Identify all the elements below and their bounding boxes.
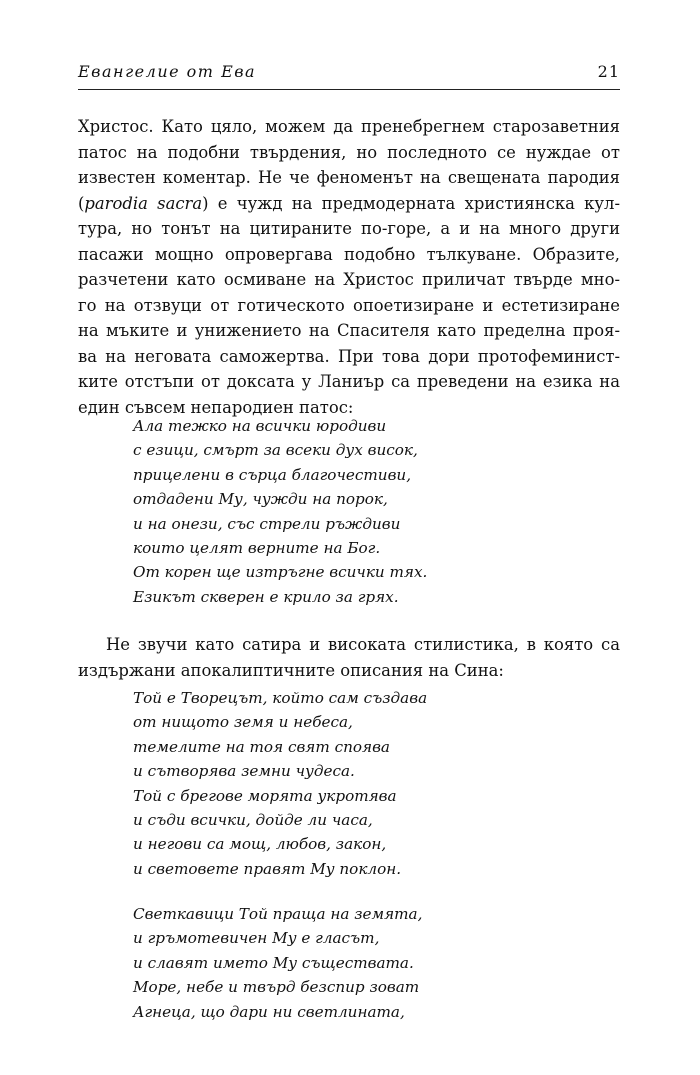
paragraph-line-with-italic <box>78 191 620 217</box>
paragraph-line: известен коментар. Не че феноменът на свещената пародия <box>78 168 620 187</box>
verse-line: прицелени в сърца благочестиви, <box>133 465 412 484</box>
paragraph-line: го на отзвуци от готическото опоетизиране и естетизиране <box>78 295 620 315</box>
running-title: Евангелие от Ева <box>78 62 257 81</box>
paragraph-line: разчетени като осмиване на Христос приличат твърде мно- <box>78 270 620 289</box>
verse-line: От корен ще изтръгне всички тях. <box>133 563 428 582</box>
verse-stanza-3 <box>133 902 613 1024</box>
verse-line: темелите на тоя свят споява <box>133 737 390 756</box>
verse-line: и сътворява земни чудеса. <box>133 762 355 781</box>
paragraph-2 <box>78 632 620 683</box>
verse-line: и гръмотевичен Му е гласът, <box>133 929 380 948</box>
verse-stanza-1 <box>133 414 613 609</box>
verse-line: и негови са мощ, любов, закон, <box>133 835 387 854</box>
verse-line: които целят верните на Бог. <box>133 538 381 557</box>
paragraph-line: пасажи мощно опровергава подобно тълкуване. Образите, <box>78 244 620 264</box>
page-number: 21 <box>597 62 620 81</box>
paragraph-line: ва на неговата саможертва. При това дори протофеминист- <box>78 346 620 366</box>
paragraph-line: тура, но тонът на цитираните по-горе, а и на много други <box>78 219 620 238</box>
verse-line: Той с брегове морята укротява <box>133 786 397 805</box>
paragraph-line: патос на подобни твърдения, но последното се нуждае от <box>78 142 620 162</box>
header-rule <box>78 89 620 90</box>
verse-line: и славят името Му съществата. <box>133 953 414 972</box>
paragraph-line: ките отстъпи от доксата у Ланиър са преведени на езика на <box>78 372 620 391</box>
paragraph-line: на мъките и унижението на Спасителя като пределна проя- <box>78 321 620 340</box>
verse-line: Ала тежко на всички юродиви <box>133 417 387 435</box>
paragraph-line: издържани апокалиптичните описания на Сина: <box>78 660 504 680</box>
paragraph-line: Христос. Като цяло, можем да пренебрегнем старозаветния <box>78 117 620 136</box>
paragraph-line: Не звучи като сатира и високата стилистика, в която са <box>106 635 620 654</box>
verse-line: Море, небе и твърд безспир зоват <box>133 978 420 997</box>
verse-line: отдадени Му, чужди на порок, <box>133 490 388 509</box>
verse-line: Той е Творецът, който сам създава <box>133 689 428 707</box>
verse-line: Езикът скверен е крило за грях. <box>133 587 399 606</box>
paren-open: ( <box>78 193 85 213</box>
running-header <box>78 62 620 86</box>
paragraph-1 <box>78 114 620 420</box>
verse-line: от нищото земя и небеса, <box>133 713 353 732</box>
verse-line: Светкавици Той праща на земята, <box>133 905 423 923</box>
verse-stanza-2 <box>133 686 613 881</box>
verse-line: и световете правят Му поклон. <box>133 859 402 878</box>
verse-line: с езици, смърт за всеки дух висок, <box>133 441 418 460</box>
italic-term: parodia sacra <box>84 193 203 213</box>
paragraph-line-rest: ) е чужд на предмодерната християнска кул- <box>202 193 621 213</box>
verse-line: Агнеца, що дари ни светлината, <box>133 1002 405 1021</box>
paragraph-line: един съвсем непародиен патос: <box>78 397 354 417</box>
verse-line: и съди всички, дойде ли часа, <box>133 810 373 829</box>
verse-line: и на онези, със стрели ръждиви <box>133 514 401 533</box>
